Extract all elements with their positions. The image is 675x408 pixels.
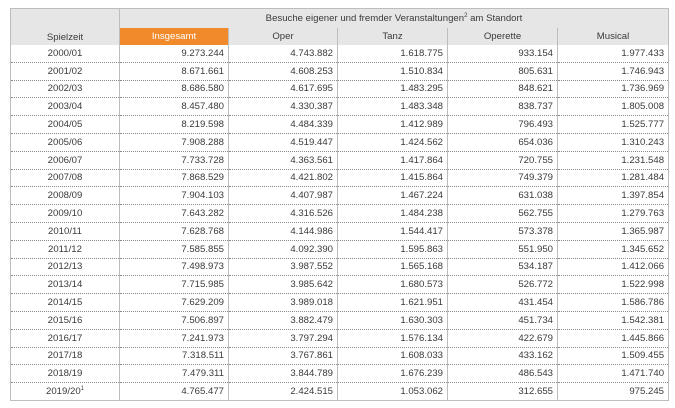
season-label: 2010/11 (48, 225, 82, 237)
super-header-tail: am Standort (467, 13, 523, 24)
value-cell-oper: 4.608.253 (229, 62, 338, 80)
season-label: 2002/03 (47, 83, 83, 95)
header-corner (11, 9, 120, 29)
value-cell-musical: 1.445.866 (558, 329, 669, 347)
value-cell-insgesamt: 4.765.477 (120, 383, 229, 401)
season-cell (11, 365, 120, 383)
season-label: 2003/04 (47, 101, 83, 113)
season-cell (11, 62, 120, 80)
table-row (11, 98, 669, 116)
table-body (11, 45, 669, 400)
season-label: 2019/20 (45, 386, 81, 398)
season-label: 2007/08 (47, 172, 83, 184)
value-cell-oper: 4.421.802 (229, 169, 338, 187)
value-cell-insgesamt: 8.219.598 (120, 116, 229, 134)
value-cell-operette: 534.187 (448, 258, 558, 276)
value-cell-insgesamt: 7.643.282 (120, 205, 229, 223)
season-label: 2000/01 (47, 47, 83, 59)
value-cell-oper: 4.144.986 (229, 222, 338, 240)
value-cell-insgesamt: 7.908.288 (120, 133, 229, 151)
value-cell-tanz: 1.424.562 (338, 133, 448, 151)
value-cell-tanz: 1.053.062 (338, 383, 448, 401)
value-cell-musical: 1.397.854 (558, 187, 669, 205)
value-cell-insgesamt: 7.506.897 (120, 311, 229, 329)
season-cell (11, 98, 120, 116)
season-label: 2018/19 (47, 368, 83, 380)
value-cell-oper: 4.743.882 (229, 45, 338, 62)
value-cell-tanz: 1.417.864 (338, 151, 448, 169)
value-cell-operette: 486.543 (448, 365, 558, 383)
value-cell-insgesamt: 7.498.973 (120, 258, 229, 276)
table-row (11, 133, 669, 151)
value-cell-musical: 1.365.987 (558, 222, 669, 240)
season-column-header[interactable]: Spielzeit (11, 28, 120, 45)
season-label: 2008/09 (47, 190, 83, 202)
table-row (11, 347, 669, 365)
season-cell (11, 80, 120, 98)
value-cell-musical: 1.525.777 (558, 116, 669, 134)
value-cell-oper: 3.987.552 (229, 258, 338, 276)
value-cell-operette: 451.734 (448, 311, 558, 329)
table-row (11, 116, 669, 134)
table-row (11, 329, 669, 347)
season-cell (11, 383, 120, 401)
value-cell-tanz: 1.618.775 (338, 45, 448, 62)
table-row (11, 169, 669, 187)
season-cell (11, 151, 120, 169)
table-row (11, 383, 669, 401)
season-label: 2009/10 (47, 208, 83, 220)
season-label: 2012/13 (47, 261, 83, 273)
season-footnote: 1 (80, 385, 85, 392)
table-row (11, 62, 669, 80)
season-cell (11, 294, 120, 312)
value-cell-oper: 3.797.294 (229, 329, 338, 347)
table-row (11, 294, 669, 312)
value-cell-musical: 1.281.484 (558, 169, 669, 187)
value-cell-musical: 1.542.381 (558, 311, 669, 329)
value-cell-operette: 805.631 (448, 62, 558, 80)
value-cell-musical: 1.522.998 (558, 276, 669, 294)
value-cell-operette: 933.154 (448, 45, 558, 62)
value-cell-operette: 720.755 (448, 151, 558, 169)
value-cell-insgesamt: 7.715.985 (120, 276, 229, 294)
value-cell-operette: 749.379 (448, 169, 558, 187)
super-header-text: Besuche eigener und fremder Veranstaltungen (265, 13, 465, 24)
value-cell-insgesamt: 9.273.244 (120, 45, 229, 62)
season-cell (11, 258, 120, 276)
value-cell-musical: 1.412.066 (558, 258, 669, 276)
value-cell-oper: 3.985.642 (229, 276, 338, 294)
value-cell-tanz: 1.608.033 (338, 347, 448, 365)
value-cell-musical: 1.586.786 (558, 294, 669, 312)
value-cell-insgesamt: 7.733.728 (120, 151, 229, 169)
column-header-insgesamt[interactable]: Insgesamt (120, 28, 229, 45)
value-cell-insgesamt: 7.318.511 (120, 347, 229, 365)
value-cell-musical: 1.805.008 (558, 98, 669, 116)
table-row (11, 45, 669, 62)
season-cell (11, 329, 120, 347)
season-label: 2004/05 (47, 119, 83, 131)
season-label: 2005/06 (47, 136, 83, 148)
value-cell-insgesamt: 8.457.480 (120, 98, 229, 116)
super-header (120, 9, 669, 29)
value-cell-operette: 848.621 (448, 80, 558, 98)
value-cell-musical: 1.231.548 (558, 151, 669, 169)
value-cell-insgesamt: 7.241.973 (120, 329, 229, 347)
table-row (11, 240, 669, 258)
value-cell-musical: 975.245 (558, 383, 669, 401)
season-cell (11, 133, 120, 151)
season-label: 2015/16 (47, 314, 83, 326)
value-cell-musical: 1.279.763 (558, 205, 669, 223)
value-cell-insgesamt: 8.671.661 (120, 62, 229, 80)
value-cell-oper: 3.844.789 (229, 365, 338, 383)
season-label: 2017/18 (47, 350, 83, 362)
value-cell-oper: 4.316.526 (229, 205, 338, 223)
value-cell-tanz: 1.483.295 (338, 80, 448, 98)
season-cell (11, 240, 120, 258)
value-cell-tanz: 1.483.348 (338, 98, 448, 116)
value-cell-oper: 4.519.447 (229, 133, 338, 151)
value-cell-operette: 838.737 (448, 98, 558, 116)
column-header-oper[interactable]: Oper (229, 28, 338, 45)
value-cell-tanz: 1.415.864 (338, 169, 448, 187)
value-cell-insgesamt: 7.479.311 (120, 365, 229, 383)
value-cell-oper: 4.092.390 (229, 240, 338, 258)
season-label: 2006/07 (47, 154, 83, 166)
value-cell-operette: 433.162 (448, 347, 558, 365)
value-cell-oper: 3.882.479 (229, 311, 338, 329)
table-row (11, 311, 669, 329)
column-header-row (11, 28, 669, 45)
value-cell-tanz: 1.510.834 (338, 62, 448, 80)
column-header-tanz[interactable]: Tanz (338, 28, 448, 45)
value-cell-insgesamt: 7.585.855 (120, 240, 229, 258)
value-cell-insgesamt: 7.629.209 (120, 294, 229, 312)
value-cell-tanz: 1.621.951 (338, 294, 448, 312)
season-cell (11, 222, 120, 240)
table-row (11, 276, 669, 294)
value-cell-tanz: 1.412.989 (338, 116, 448, 134)
season-cell (11, 311, 120, 329)
season-cell (11, 276, 120, 294)
value-cell-insgesamt: 8.686.580 (120, 80, 229, 98)
value-cell-oper: 3.767.861 (229, 347, 338, 365)
value-cell-operette: 312.655 (448, 383, 558, 401)
value-cell-operette: 654.036 (448, 133, 558, 151)
table-row (11, 151, 669, 169)
value-cell-operette: 562.755 (448, 205, 558, 223)
season-label: 2011/12 (48, 243, 82, 255)
season-cell (11, 45, 120, 62)
season-cell (11, 116, 120, 134)
visits-table (10, 8, 669, 401)
value-cell-operette: 631.038 (448, 187, 558, 205)
value-cell-operette: 526.772 (448, 276, 558, 294)
season-cell (11, 347, 120, 365)
season-cell (11, 169, 120, 187)
value-cell-oper: 2.424.515 (229, 383, 338, 401)
value-cell-tanz: 1.565.168 (338, 258, 448, 276)
value-cell-operette: 796.493 (448, 116, 558, 134)
value-cell-tanz: 1.630.303 (338, 311, 448, 329)
season-cell (11, 187, 120, 205)
season-label: 2001/02 (47, 65, 83, 77)
value-cell-insgesamt: 7.904.103 (120, 187, 229, 205)
table-row (11, 222, 669, 240)
table-row (11, 365, 669, 383)
value-cell-oper: 4.330.387 (229, 98, 338, 116)
value-cell-oper: 4.617.695 (229, 80, 338, 98)
super-header-row (11, 9, 669, 29)
value-cell-insgesamt: 7.868.529 (120, 169, 229, 187)
value-cell-tanz: 1.484.238 (338, 205, 448, 223)
super-header-footnote: 2 (464, 12, 468, 19)
value-cell-musical: 1.471.740 (558, 365, 669, 383)
value-cell-insgesamt: 7.628.768 (120, 222, 229, 240)
value-cell-operette: 431.454 (448, 294, 558, 312)
value-cell-musical: 1.977.433 (558, 45, 669, 62)
value-cell-operette: 422.679 (448, 329, 558, 347)
value-cell-musical: 1.736.969 (558, 80, 669, 98)
value-cell-musical: 1.310.243 (558, 133, 669, 151)
value-cell-tanz: 1.576.134 (338, 329, 448, 347)
value-cell-tanz: 1.680.573 (338, 276, 448, 294)
value-cell-musical: 1.509.455 (558, 347, 669, 365)
column-header-musical[interactable]: Musical (558, 28, 669, 45)
value-cell-musical: 1.345.652 (558, 240, 669, 258)
value-cell-tanz: 1.467.224 (338, 187, 448, 205)
statistics-table-container (10, 8, 668, 401)
value-cell-musical: 1.746.943 (558, 62, 669, 80)
value-cell-oper: 3.989.018 (229, 294, 338, 312)
value-cell-oper: 4.363.561 (229, 151, 338, 169)
value-cell-operette: 573.378 (448, 222, 558, 240)
table-row (11, 187, 669, 205)
column-header-operette[interactable]: Operette (448, 28, 558, 45)
value-cell-tanz: 1.595.863 (338, 240, 448, 258)
season-label: 2013/14 (47, 279, 83, 291)
table-row (11, 80, 669, 98)
season-cell (11, 205, 120, 223)
season-label: 2014/15 (47, 297, 83, 309)
table-row (11, 258, 669, 276)
season-label: 2016/17 (47, 332, 83, 344)
table-row (11, 205, 669, 223)
value-cell-tanz: 1.676.239 (338, 365, 448, 383)
value-cell-oper: 4.484.339 (229, 116, 338, 134)
value-cell-tanz: 1.544.417 (338, 222, 448, 240)
value-cell-operette: 551.950 (448, 240, 558, 258)
value-cell-oper: 4.407.987 (229, 187, 338, 205)
